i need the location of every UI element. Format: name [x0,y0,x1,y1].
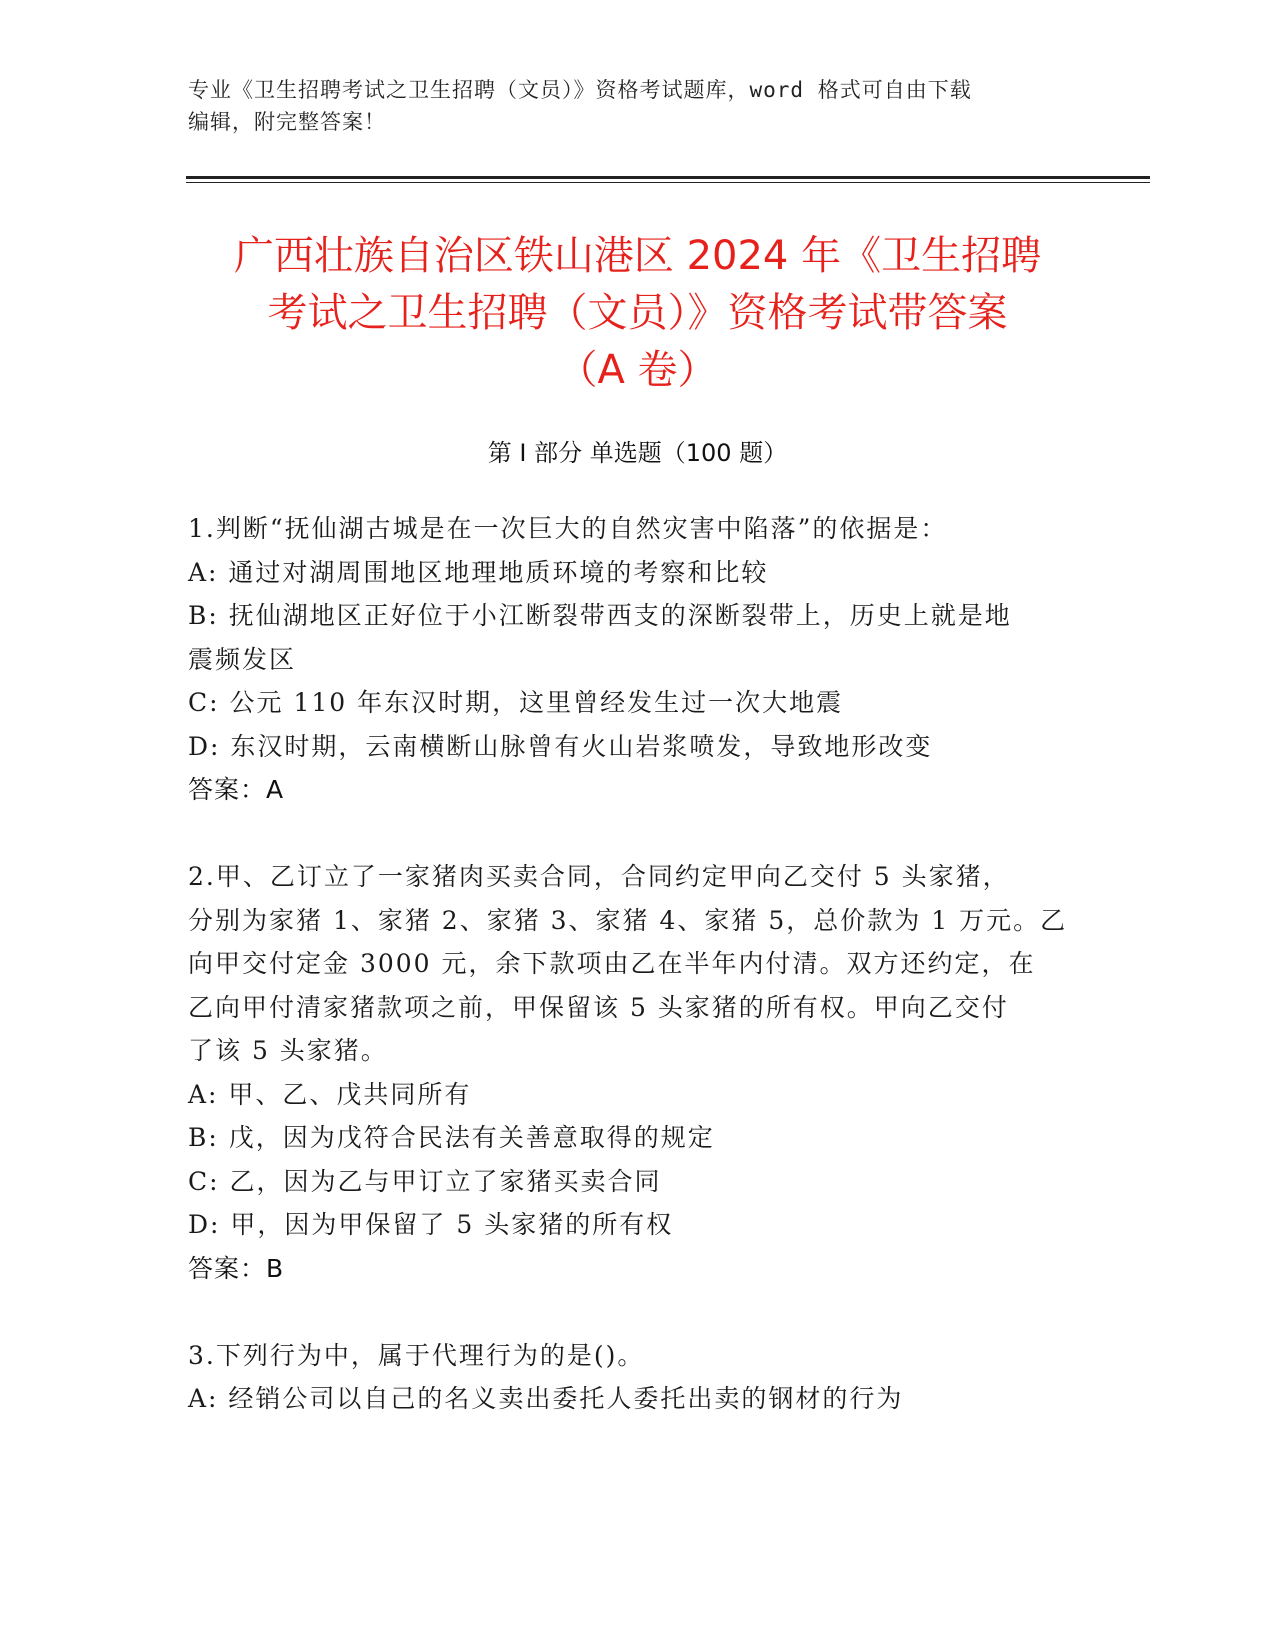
question-stem: 3.下列行为中，属于代理行为的是()。 [188,1341,645,1370]
option-b: B: 戊，因为戊符合民法有关善意取得的规定 [188,1123,715,1152]
option-a: A: 甲、乙、戊共同所有 [188,1080,472,1109]
title-line: （A 卷） [557,347,718,393]
document-title [150,228,1125,399]
header-divider-thick [186,176,1150,179]
title-line: 广西壮族自治区铁山港区 2024 年《卫生招聘 [233,233,1042,279]
question-stem-line: 分别为家猪 1、家猪 2、家猪 3、家猪 4、家猪 5，总价款为 1 万元。乙 [188,906,1068,935]
section-heading: 第 I 部分 单选题（100 题） [487,439,788,467]
question-stem: 2.甲、乙订立了一家猪肉买卖合同，合同约定甲向乙交付 5 头家猪， [188,862,1010,891]
header-note [188,74,1088,138]
header-note-line: 专业《卫生招聘考试之卫生招聘（文员）》资格考试题库，word 格式可自由下载 [188,78,972,102]
option-c: C: 乙，因为乙与甲订立了家猪买卖合同 [188,1167,662,1196]
option-a: A: 经销公司以自己的名义卖出委托人委托出卖的钢材的行为 [188,1384,904,1413]
option-d: D: 东汉时期，云南横断山脉曾有火山岩浆喷发，导致地形改变 [188,732,933,761]
option-b: B: 抚仙湖地区正好位于小江断裂带西支的深断裂带上，历史上就是地 [188,601,1012,630]
header-divider-thin [186,182,1150,183]
option-d: D: 甲，因为甲保留了 5 头家猪的所有权 [188,1210,674,1239]
header-note-line: 编辑，附完整答案！ [188,110,386,134]
title-line: 考试之卫生招聘（文员）》资格考试带答案 [267,290,1008,336]
question-stem-line: 向甲交付定金 3000 元，余下款项由乙在半年内付清。双方还约定，在 [188,949,1036,978]
option-c: C: 公元 110 年东汉时期，这里曾经发生过一次大地震 [188,688,844,717]
question-stem: 1.判断“抚仙湖古城是在一次巨大的自然灾害中陷落”的依据是： [188,514,948,543]
question-stem-line: 了该 5 头家猪。 [188,1036,388,1065]
answer-label: 答案：A [188,775,285,804]
option-a: A: 通过对湖周围地区地理地质环境的考察和比较 [188,558,769,587]
question-stem-line: 乙向甲付清家猪款项之前，甲保留该 5 头家猪的所有权。甲向乙交付 [188,993,1009,1022]
answer-label: 答案：B [188,1254,285,1283]
option-b-continued: 震频发区 [188,645,297,674]
